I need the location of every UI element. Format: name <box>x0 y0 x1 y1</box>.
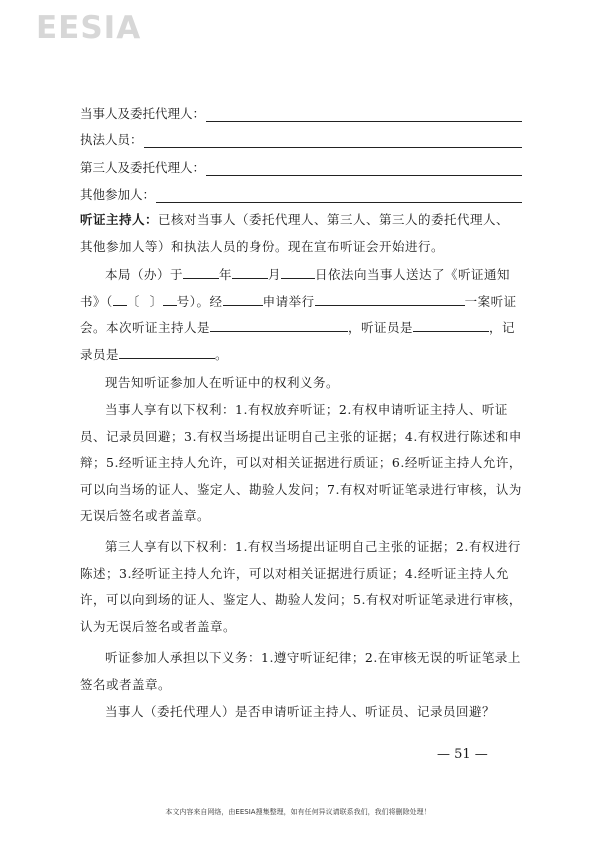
blank-recorder[interactable] <box>119 345 215 359</box>
blank-hearing-officer-cont[interactable] <box>453 318 489 332</box>
field-label: 执法人员： <box>80 132 143 147</box>
field-third-party <box>80 156 522 176</box>
blank-applicant[interactable] <box>223 292 263 306</box>
fill-line[interactable] <box>144 132 522 148</box>
blank-month[interactable] <box>232 265 268 279</box>
fill-line[interactable] <box>156 187 522 203</box>
third-party-rights-paragraph: 第三人享有以下权利：1.有权当场提出证明自己主张的证据；2.有权进行陈述；3.经听证主持人允许，可以对相关证据进行质证；4.经听证主持人允许，可以向到场的证人、鉴定人、勘验人发问；5.有权对听证笔录进行审核，认为无误后签名或者盖章。 <box>80 539 522 634</box>
host-text: 已核对当事人（委托代理人、第三人、第三人的委托代理人、其他参加人等）和执法人员的身份。现在宣布听证会开始进行。 <box>80 212 510 254</box>
field-party-agent <box>80 102 522 122</box>
recusal-question: 当事人（委托代理人）是否申请听证主持人、听证员、记录员回避？ <box>105 704 496 719</box>
fill-line[interactable] <box>206 106 522 122</box>
blank-hearing-officer[interactable] <box>413 318 453 332</box>
blank-doc-prefix[interactable] <box>113 292 127 306</box>
field-other-participants <box>80 183 522 203</box>
field-label: 当事人及委托代理人： <box>80 106 206 121</box>
hearing-notice-paragraph: 本局（办）于 年 月 日依法向当事人送达了《听证通知书》（ 〔 〕 号）。经 申请举行 一案听证会。本次听证主持人是 ，听证员是 ，记录员是 。 <box>80 267 517 362</box>
host-statement <box>80 207 522 260</box>
participant-duties-paragraph: 听证参加人承担以下义务：1.遵守听证纪律；2.在审核无误的听证笔录上签名或者盖章。 <box>80 650 521 692</box>
footer-disclaimer: 本文内容来自网络，由EESIA搜集整理，如有任何异议请联系我们，我们将删除处理！ <box>165 808 431 816</box>
speaker-label: 听证主持人： <box>80 212 159 227</box>
fill-line[interactable] <box>206 160 522 176</box>
blank-year[interactable] <box>183 265 219 279</box>
blank-day[interactable] <box>281 265 315 279</box>
blank-doc-number[interactable] <box>163 292 177 306</box>
field-law-enforcement <box>80 128 522 148</box>
party-rights-paragraph: 当事人享有以下权利：1.有权放弃听证；2.有权申请听证主持人、听证员、记录员回避；3.有权当场提出证明自己主张的证据；4.有权进行陈述和申辩；5.经听证主持人允许，可以对相关证据进行质证；6.经听证主持人允许，可以向当场的证人、鉴定人、勘验人发问；7.有权对听证笔录进行审核，认为无误后签名或者盖章。 <box>80 402 522 523</box>
blank-host-name[interactable] <box>210 318 348 332</box>
page-number: — 51 — <box>437 747 488 762</box>
field-label: 第三人及委托代理人： <box>80 160 206 175</box>
eesia-logo: EESIA <box>36 10 142 46</box>
field-label: 其他参加人： <box>80 187 156 202</box>
rights-intro: 现告知听证参加人在听证中的权利义务。 <box>105 375 340 390</box>
blank-case-name[interactable] <box>315 292 465 306</box>
